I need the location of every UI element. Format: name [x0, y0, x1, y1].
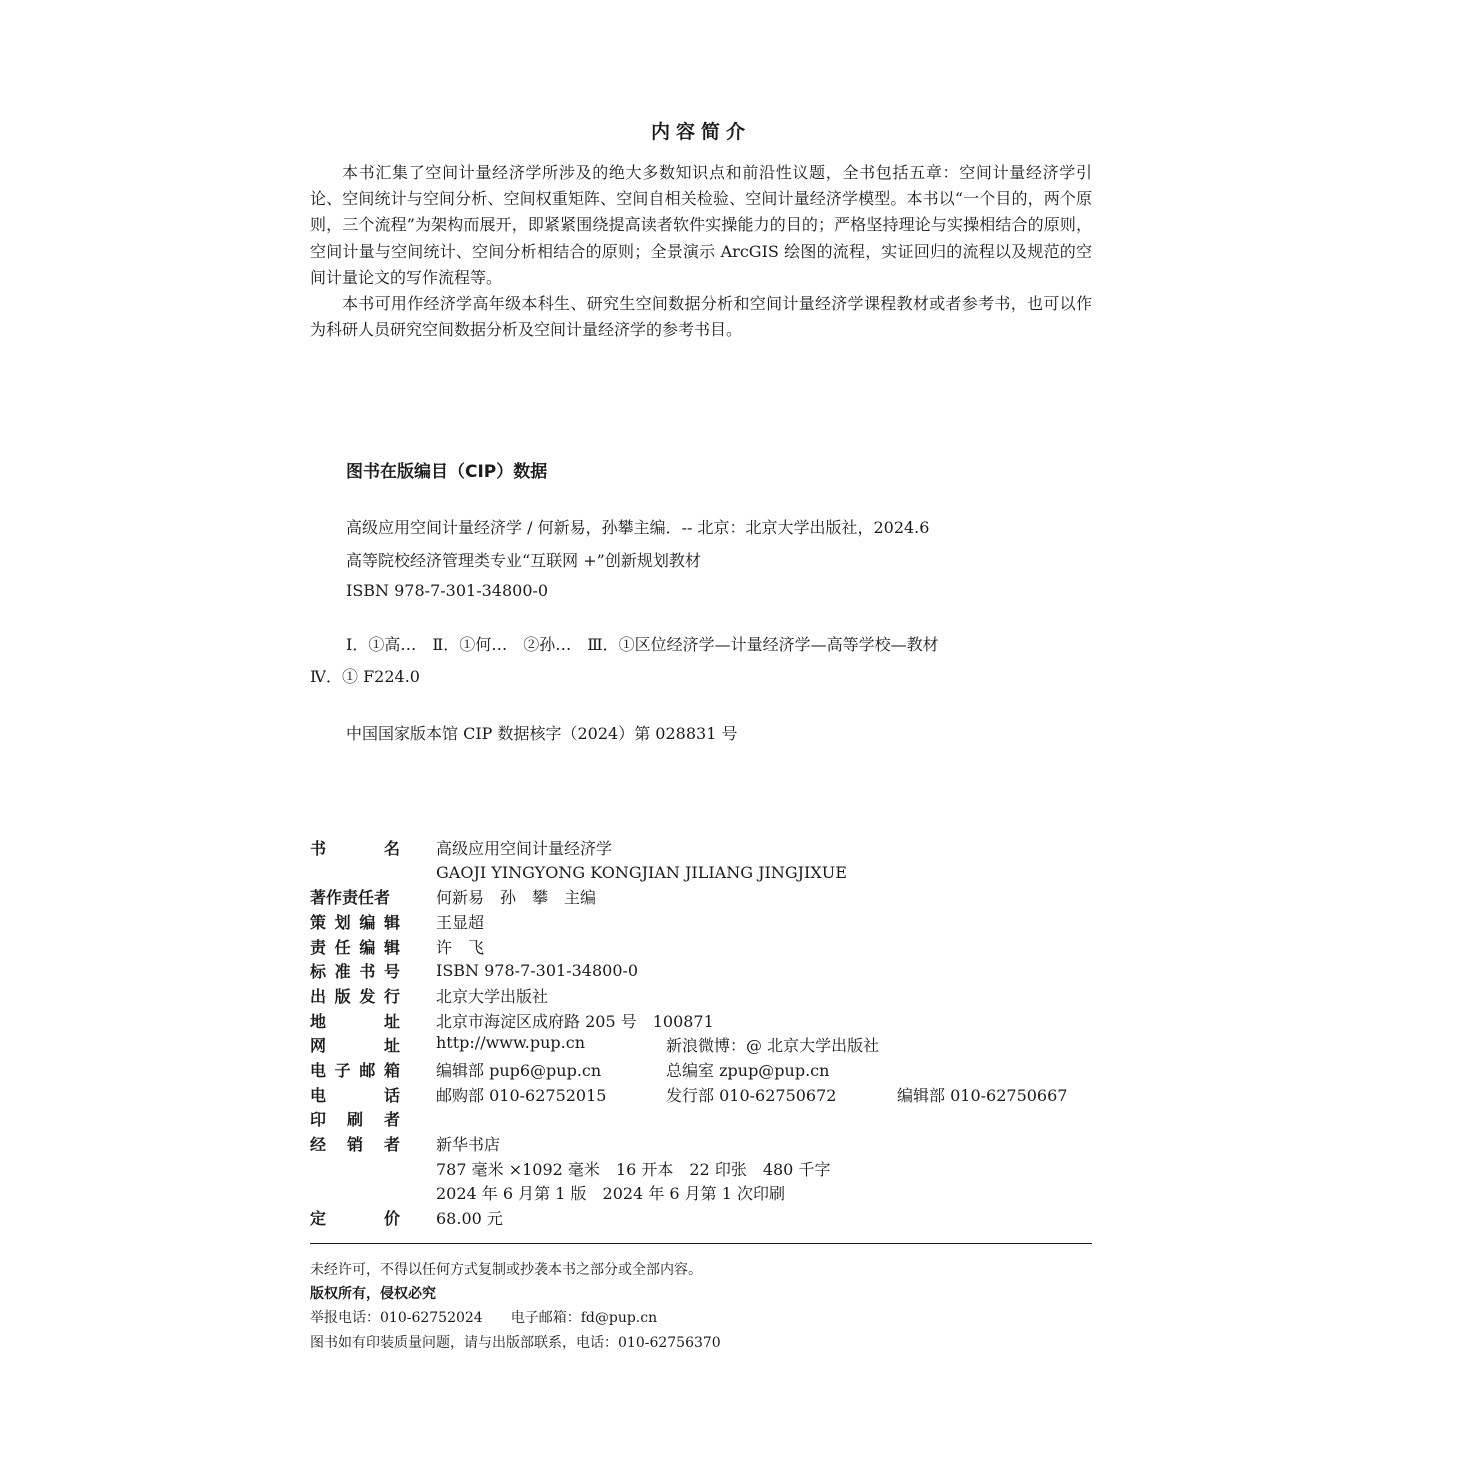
imprint-row-email: 电 子 邮 箱 编辑部 pup6@pup.cn 总编室 zpup@pup.cn	[310, 1057, 1092, 1082]
cip-class-1: Ⅰ．①高… Ⅱ．①何… ②孙… Ⅲ．①区位经济学—计量经济学—高等学校—教材	[346, 635, 939, 654]
footer-quality: 图书如有印装质量问题，请与出版部联系，电话：010-62756370	[310, 1334, 721, 1351]
imprint-row-website: 网 址 http://www.pup.cn 新浪微博：@ 北京大学出版社	[310, 1033, 880, 1056]
email-chief-office[interactable]: 总编室 zpup@pup.cn	[666, 1061, 830, 1081]
website-link[interactable]: http://www.pup.cn	[436, 1033, 585, 1053]
intro-title: 内容简介	[650, 121, 751, 143]
imprint-row-price: 定 价 68.00 元	[310, 1209, 503, 1229]
phone-editorial: 编辑部 010-62750667	[897, 1085, 1068, 1105]
imprint-row-spec: 787 毫米 ×1092 毫米 16 开本 22 印张 480 千字	[436, 1159, 831, 1179]
phone-distribution: 发行部 010-62750672	[666, 1085, 837, 1105]
imprint-row-pinyin: GAOJI YINGYONG KONGJIAN JILIANG JINGJIXUE	[436, 862, 847, 882]
cip-line-1: 高级应用空间计量经济学 / 何新易，孙攀主编．-- 北京：北京大学出版社，2024.6	[346, 518, 930, 537]
imprint-row-author: 著作责任者 何新易 孙 攀 主编	[310, 888, 597, 908]
imprint-row-phone: 电 话 邮购部 010-62752015 发行部 010-62750672 编辑部 010-62750667	[310, 1082, 1092, 1107]
cip-line-2: 高等院校经济管理类专业“互联网 +”创新规划教材	[346, 551, 701, 570]
footer-divider	[310, 1243, 1092, 1244]
cip-isbn: ISBN 978-7-301-34800-0	[346, 581, 549, 600]
footer-notice: 未经许可，不得以任何方式复制或抄袭本书之部分或全部内容。	[310, 1262, 702, 1278]
footer-notes	[310, 1258, 721, 1355]
cip-class-2: Ⅳ．① F224.0	[310, 667, 420, 686]
imprint-row-responsible-editor: 责 任 编 辑 许 飞	[310, 937, 485, 957]
imprint-row-printer: 印 刷 者	[310, 1110, 400, 1130]
imprint-row-book-name: 书 名 高级应用空间计量经济学	[310, 838, 613, 858]
weibo-text: 新浪微博：@ 北京大学出版社	[666, 1036, 880, 1056]
imprint-row-address: 地 址 北京市海淀区成府路 205 号 100871	[310, 1011, 714, 1031]
imprint-table	[310, 835, 1092, 1230]
phone-mail-order: 邮购部 010-62752015	[436, 1085, 607, 1105]
intro-paragraph: 本书汇集了空间计量经济学所涉及的绝大多数知识点和前沿性议题，全书包括五章：空间计量经济学引论、空间统计与空间分析、空间权重矩阵、空间自相关检验、空间计量经济学模型。本书以“一个目的，两个原则，三个流程”为架构而展开，即紧紧围绕提高读者软件实操能力的目的；严格坚持理论与实操相结合的原则，空间计量与空间统计、空间分析相结合的原则；全景演示 ArcGIS 绘图的流程，实证回归的流程以及规范的空间计量论文的写作流程等。	[310, 163, 1092, 287]
imprint-row-edition: 2024 年 6 月第 1 版 2024 年 6 月第 1 次印刷	[436, 1184, 786, 1204]
imprint-row-isbn: 标 准 书 号 ISBN 978-7-301-34800-0	[310, 961, 639, 982]
email-editorial[interactable]: 编辑部 pup6@pup.cn	[436, 1061, 602, 1081]
imprint-row-publisher: 出 版 发 行 北京大学出版社	[310, 986, 549, 1006]
intro-text	[310, 160, 1092, 343]
imprint-row-distributor: 经 销 者 新华书店	[310, 1135, 501, 1155]
footer-rights: 版权所有，侵权必究	[310, 1286, 436, 1303]
imprint-row-planning-editor: 策 划 编 辑 王显超	[310, 912, 485, 932]
cip-record: 中国国家版本馆 CIP 数据核字（2024）第 028831 号	[346, 724, 738, 743]
cip-title: 图书在版编目（CIP）数据	[346, 462, 548, 482]
intro-paragraph: 本书可用作经济学高年级本科生、研究生空间数据分析和空间计量经济学课程教材或者参考书，也可以作为科研人员研究空间数据分析及空间计量经济学的参考书目。	[310, 294, 1092, 340]
footer-report: 举报电话：010-62752024 电子邮箱：fd@pup.cn	[310, 1310, 658, 1327]
